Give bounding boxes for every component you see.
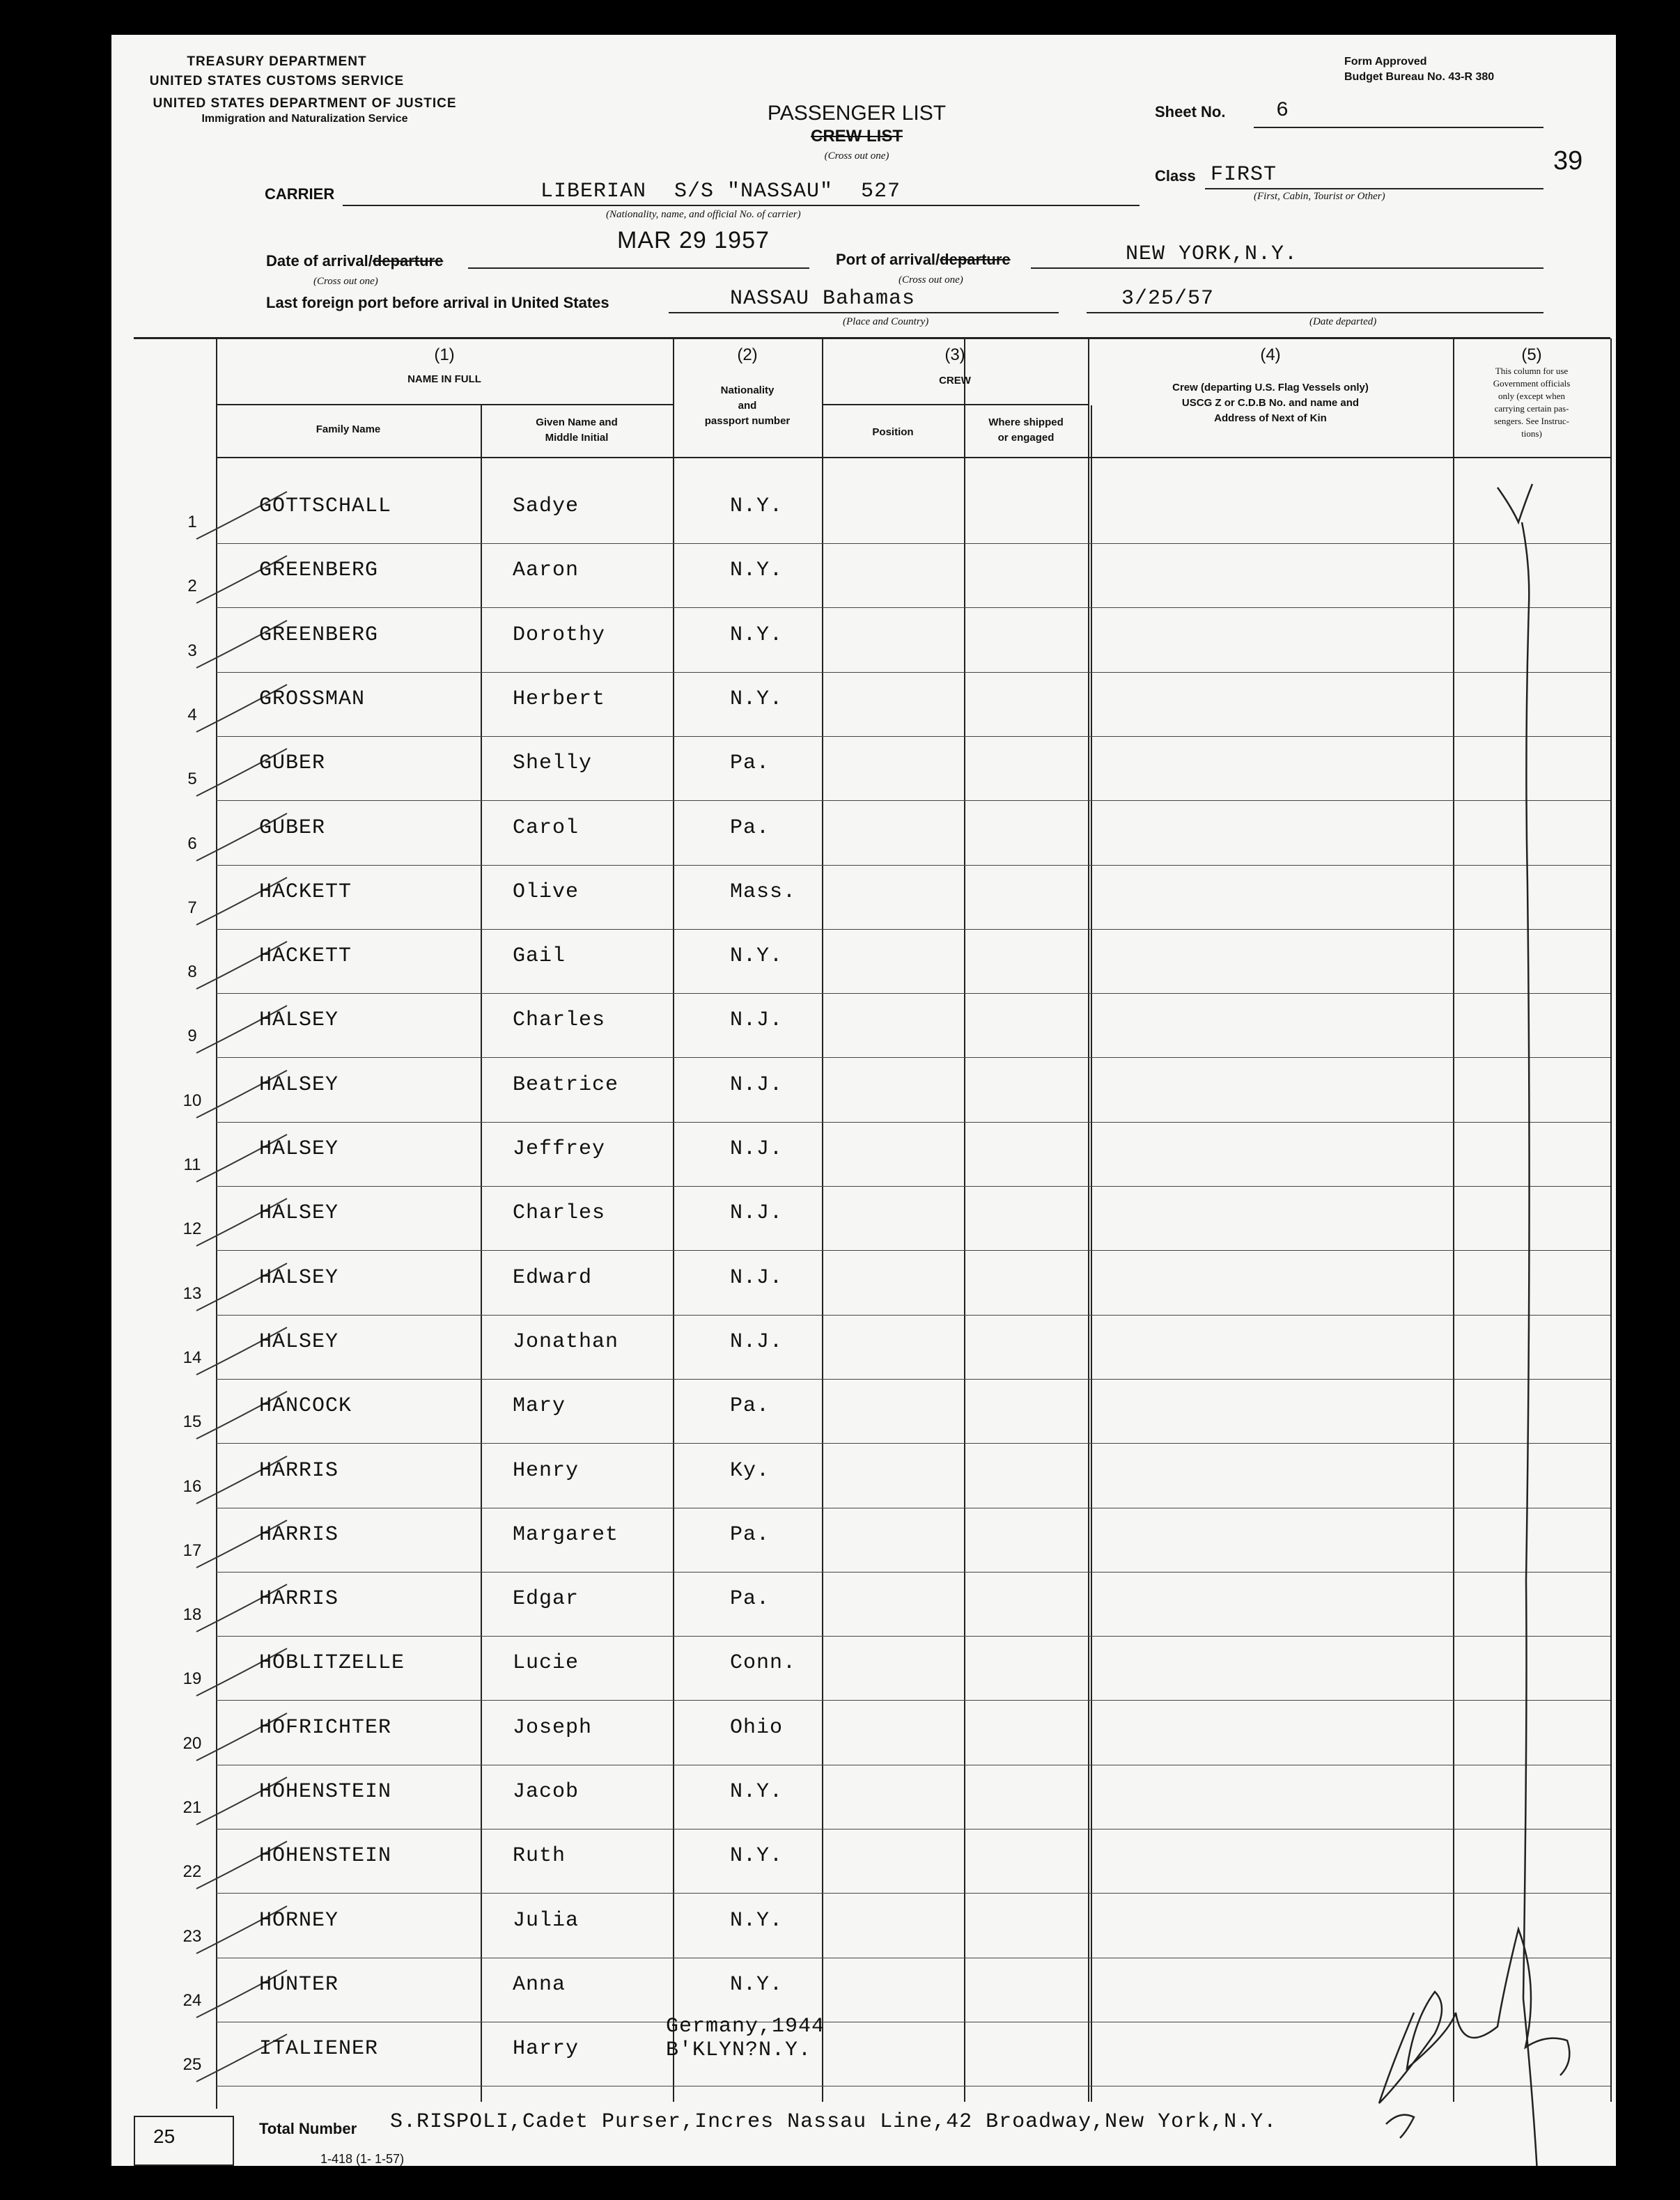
- last-port-label: Last foreign port before arrival in United States: [266, 294, 609, 311]
- nationality: Pa.: [730, 1522, 770, 1547]
- class-hint: (First, Cabin, Tourist or Other): [1254, 191, 1385, 202]
- sheet-label: Sheet No.: [1155, 103, 1226, 120]
- given-name: Dorothy: [513, 623, 606, 647]
- row-number: 3: [187, 641, 197, 660]
- date-departed-value: 3/25/57: [1121, 287, 1215, 311]
- given-name: Henry: [513, 1458, 580, 1483]
- row-number: 14: [182, 1348, 202, 1367]
- nationality: N.Y.: [730, 687, 784, 711]
- family-name: HACKETT: [259, 880, 352, 904]
- nationality: Pa.: [730, 816, 770, 840]
- nationality: N.Y.: [730, 494, 784, 518]
- family-name: HACKETT: [259, 944, 352, 969]
- family-name: HOFRICHTER: [259, 1715, 392, 1740]
- page-number: 39: [1553, 146, 1583, 175]
- arrival-date-stamp: MAR 29 1957: [617, 227, 770, 253]
- place-hint: (Place and Country): [843, 316, 929, 327]
- row-number: 18: [182, 1605, 202, 1625]
- given-name: Joseph: [513, 1715, 593, 1740]
- row-number: 12: [182, 1219, 202, 1239]
- nationality: N.Y.: [730, 1844, 784, 1869]
- given-name: Edgar: [513, 1587, 580, 1612]
- date-label: Date of arrival/departure: [266, 252, 444, 270]
- family-name: GOTTSCHALL: [259, 494, 392, 518]
- purser-line: S.RISPOLI,Cadet Purser,Incres Nassau Line,42 Broadway,New York,N.Y.: [390, 2110, 1277, 2134]
- nationality: Ohio: [730, 1715, 784, 1740]
- given-name: Edward: [513, 1265, 593, 1290]
- family-name: HOBLITZELLE: [259, 1651, 405, 1676]
- budget-bureau: Budget Bureau No. 43-R 380: [1344, 71, 1495, 83]
- col3-title: CREW: [939, 375, 971, 387]
- family-name: GUBER: [259, 751, 326, 776]
- family-name: HARRIS: [259, 1587, 339, 1612]
- row-number: 19: [182, 1669, 202, 1689]
- carrier-hint: (Nationality, name, and official No. of carrier): [606, 209, 801, 220]
- col5-title: This column for use Government officials only (except when carrying certain pas- sengers. See Instruc- tions): [1493, 366, 1571, 439]
- port-value: NEW YORK,N.Y.: [1126, 242, 1298, 266]
- given-name: Beatrice: [513, 1072, 619, 1097]
- given-name: Anna: [513, 1972, 566, 1997]
- row-number: 13: [182, 1284, 202, 1303]
- dept-line-justice: UNITED STATES DEPARTMENT OF JUSTICE: [153, 96, 457, 111]
- dept-line-customs: UNITED STATES CUSTOMS SERVICE: [149, 74, 405, 88]
- row-number: 20: [182, 1733, 202, 1753]
- given-name: Olive: [513, 880, 580, 904]
- col-family-name: Family Name: [316, 423, 381, 435]
- form-title: PASSENGER LIST: [767, 102, 947, 125]
- family-name: HALSEY: [259, 1265, 339, 1290]
- row-number: 25: [182, 2055, 202, 2075]
- total-label: Total Number: [259, 2120, 357, 2137]
- nationality: N.Y.: [730, 1908, 784, 1933]
- given-name: Carol: [513, 816, 580, 840]
- row-number: 6: [187, 834, 197, 853]
- family-name: HARRIS: [259, 1458, 339, 1483]
- row-number: 1: [187, 513, 197, 531]
- given-name: Lucie: [513, 1651, 580, 1676]
- family-name: GUBER: [259, 816, 326, 840]
- row-number: 2: [187, 577, 197, 596]
- nationality: N.Y.: [730, 623, 784, 647]
- nationality: N.J.: [730, 1008, 784, 1033]
- family-name: HALSEY: [259, 1072, 339, 1097]
- last-port-value: NASSAU Bahamas: [730, 287, 916, 311]
- nationality: N.Y.: [730, 559, 784, 583]
- dept-line-treasury: TREASURY DEPARTMENT: [187, 54, 367, 69]
- nationality: N.J.: [730, 1265, 784, 1290]
- given-name: Herbert: [513, 687, 606, 711]
- row-number: 16: [182, 1476, 202, 1496]
- family-name: HALSEY: [259, 1137, 339, 1161]
- handwritten-marks: [111, 35, 1616, 2166]
- col3-number: (3): [944, 345, 965, 364]
- nationality-city: B'KLYN?N.Y.: [666, 2038, 812, 2063]
- carrier-name: S/S "NASSAU": [674, 180, 834, 203]
- carrier-number: 527: [861, 180, 901, 203]
- row-number: 21: [182, 1798, 202, 1817]
- given-name: Charles: [513, 1008, 606, 1033]
- family-name: GREENBERG: [259, 559, 379, 583]
- nationality: N.Y.: [730, 1780, 784, 1804]
- given-name: Jonathan: [513, 1329, 619, 1354]
- row-number: 15: [182, 1412, 202, 1432]
- col1-number: (1): [434, 345, 455, 364]
- row-number: 11: [183, 1155, 201, 1174]
- family-name: HALSEY: [259, 1008, 339, 1033]
- nationality: N.J.: [730, 1329, 784, 1354]
- nationality: N.Y.: [730, 944, 784, 969]
- row-number: 5: [187, 770, 197, 789]
- total-box: [134, 2116, 234, 2166]
- carrier-label: CARRIER: [265, 185, 335, 203]
- family-name: HALSEY: [259, 1329, 339, 1354]
- sheet-value: 6: [1276, 99, 1290, 123]
- given-name: Shelly: [513, 751, 593, 776]
- family-name: HALSEY: [259, 1201, 339, 1226]
- family-name: HORNEY: [259, 1908, 339, 1933]
- col4-title: Crew (departing U.S. Flag Vessels only) USCG Z or C.D.B No. and name and Address of Next of Kin: [1172, 382, 1369, 424]
- col4-number: (4): [1260, 345, 1281, 364]
- given-name: Margaret: [513, 1522, 619, 1547]
- row-number: 4: [187, 705, 197, 724]
- document-page: [111, 35, 1616, 2166]
- given-name: Mary: [513, 1394, 566, 1419]
- given-name: Charles: [513, 1201, 606, 1226]
- family-name: HUNTER: [259, 1972, 339, 1997]
- family-name: HOHENSTEIN: [259, 1780, 392, 1804]
- family-name: HOHENSTEIN: [259, 1844, 392, 1869]
- port-cross-note: (Cross out one): [899, 274, 963, 286]
- row-number: 9: [187, 1027, 197, 1046]
- col-given-name: Given Name and Middle Initial: [536, 416, 618, 444]
- col5-number: (5): [1521, 345, 1542, 364]
- class-value: FIRST: [1211, 163, 1277, 187]
- nationality: Conn.: [730, 1651, 797, 1676]
- family-name: GROSSMAN: [259, 687, 366, 711]
- row-number: 10: [182, 1091, 202, 1110]
- col1-title: NAME IN FULL: [407, 373, 481, 385]
- col2-number: (2): [737, 345, 758, 364]
- dept-line-ins: Immigration and Naturalization Service: [201, 113, 408, 125]
- nationality: Pa.: [730, 751, 770, 776]
- family-name: HANCOCK: [259, 1394, 352, 1419]
- row-number: 17: [182, 1540, 202, 1560]
- form-number: 1-418 (1- 1-57): [320, 2152, 405, 2166]
- row-number: 23: [182, 1926, 202, 1946]
- cross-out-note: (Cross out one): [824, 150, 889, 162]
- col-position: Position: [872, 426, 914, 438]
- family-name: GREENBERG: [259, 623, 379, 647]
- given-name: Jacob: [513, 1780, 580, 1804]
- given-name: Sadye: [513, 494, 580, 518]
- row-number: 22: [182, 1862, 202, 1882]
- given-name: Ruth: [513, 1844, 566, 1869]
- nationality: Ky.: [730, 1458, 770, 1483]
- row-number: 8: [187, 962, 197, 982]
- col-where-shipped: Where shipped or engaged: [988, 416, 1064, 444]
- nationality: Pa.: [730, 1394, 770, 1419]
- family-name: ITALIENER: [259, 2037, 379, 2061]
- date-departed-hint: (Date departed): [1309, 316, 1377, 327]
- nationality: Pa.: [730, 1587, 770, 1612]
- nationality: Mass.: [730, 880, 797, 904]
- nationality: Germany,1944: [666, 2015, 825, 2039]
- nationality: N.J.: [730, 1072, 784, 1097]
- form-title-struck: CREW LIST: [811, 127, 903, 146]
- given-name: Jeffrey: [513, 1137, 606, 1161]
- given-name: Aaron: [513, 559, 580, 583]
- row-number: 24: [182, 1990, 202, 2010]
- nationality: N.J.: [730, 1201, 784, 1226]
- given-name: Gail: [513, 944, 566, 969]
- col2-title: Nationality and passport number: [704, 384, 791, 427]
- form-approved: Form Approved: [1344, 56, 1427, 68]
- given-name: Julia: [513, 1908, 580, 1933]
- class-label: Class: [1155, 167, 1196, 185]
- total-value: 25: [153, 2125, 176, 2147]
- nationality: N.J.: [730, 1137, 784, 1161]
- family-name: HARRIS: [259, 1522, 339, 1547]
- row-number: 7: [187, 898, 197, 917]
- carrier-nationality: LIBERIAN: [540, 180, 647, 203]
- port-label: Port of arrival/departure: [836, 251, 1011, 268]
- date-cross-note: (Cross out one): [313, 276, 378, 287]
- given-name: Harry: [513, 2037, 580, 2061]
- nationality: N.Y.: [730, 1972, 784, 1997]
